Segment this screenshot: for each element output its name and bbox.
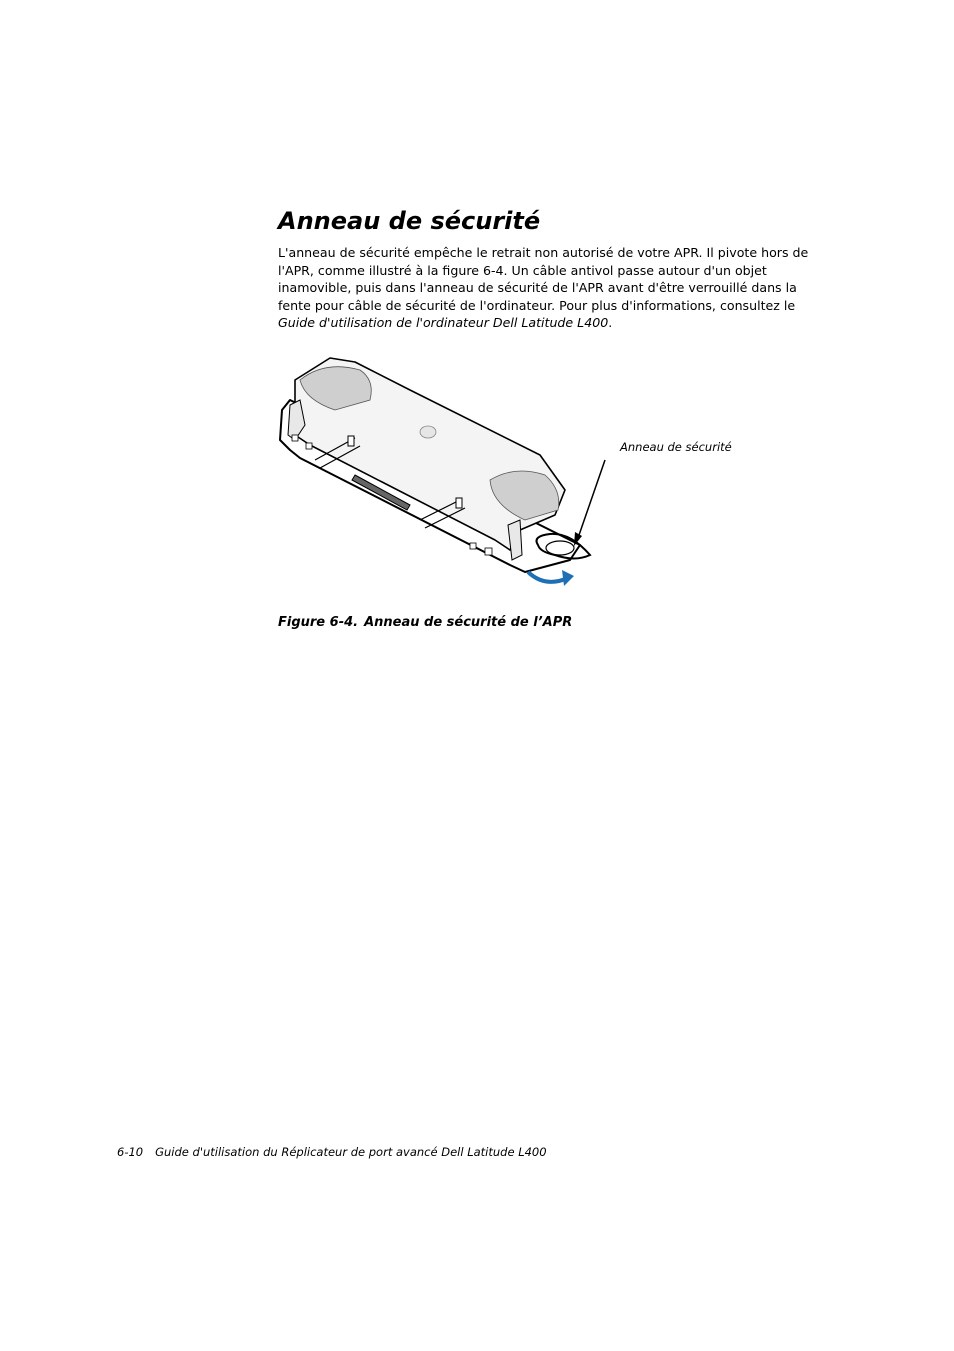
page-footer [117, 1145, 547, 1159]
dell-logo [420, 426, 436, 438]
guide-hole [470, 543, 476, 549]
body-line: fente pour câble de sécurité de l'ordinateur. Pour plus d'informations, consultez le [278, 297, 796, 313]
figure-caption [278, 615, 578, 630]
security-ring-callout: Anneau de sécurité [620, 440, 732, 454]
section-title: Anneau de sécurité [278, 207, 541, 235]
body-end: . [608, 315, 613, 330]
footer-title: Guide d'utilisation du Réplicateur de port avancé Dell Latitude L400 [155, 1145, 547, 1159]
figure-label: Figure 6-4. [278, 615, 359, 630]
guide-reference: Guide d'utilisation de l'ordinateur Dell Latitude L400 [278, 315, 609, 330]
body-line: l'APR, comme illustré à la figure 6-4. Un câble antivol passe autour d'un objet [278, 262, 767, 278]
body-line: L'anneau de sécurité empêche le retrait non autorisé de votre APR. Il pivote hors de [278, 245, 809, 260]
guide-hole [306, 443, 312, 449]
connector-post [348, 436, 354, 446]
page-number: 6-10 [117, 1145, 144, 1159]
body-line [278, 314, 823, 332]
callout-leader [578, 460, 605, 538]
security-ring-hole [546, 541, 574, 555]
rotation-arrowhead [562, 570, 574, 586]
body-line: inamovible, puis dans l'anneau de sécurité de l'APR avant d'être verrouillé dans la [278, 280, 797, 295]
rotation-arrow [528, 572, 568, 582]
guide-hole [292, 435, 298, 441]
body-paragraph [278, 244, 823, 332]
figure-title: Anneau de sécurité de l’APR [364, 615, 573, 630]
connector-post [456, 498, 462, 508]
guide-hole [485, 548, 492, 555]
apr-illustration [270, 350, 750, 600]
